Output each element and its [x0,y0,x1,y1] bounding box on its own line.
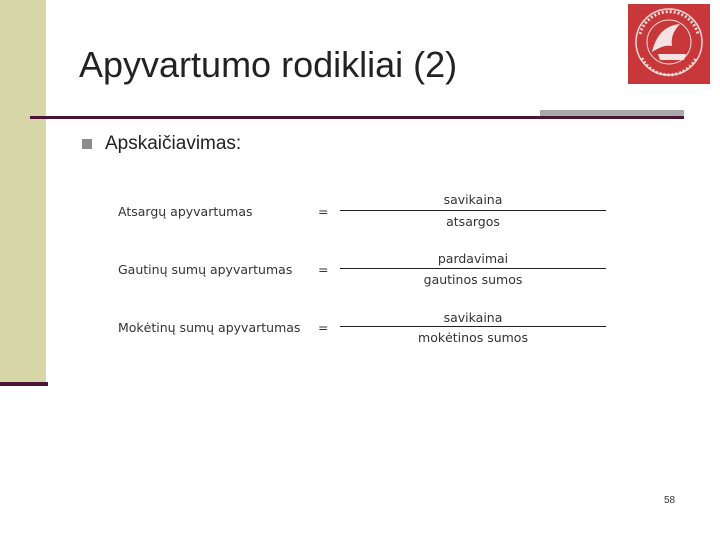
formula-equals: = [318,320,329,335]
fraction-line [340,326,606,327]
formula-denominator: gautinos sumos [423,272,523,287]
university-logo [628,4,710,84]
formula-row [0,192,720,236]
square-bullet-icon [82,139,92,149]
formula-numerator: savikaina [443,310,503,325]
formula-row [0,250,720,294]
title-underline [30,116,684,119]
fraction-line [340,268,606,269]
slide-title: Apyvartumo rodikliai (2) [79,44,458,85]
formula-label: Gautinų sumų apyvartumas [118,262,293,277]
formula-numerator: savikaina [443,192,503,207]
left-band-bottom-edge [0,382,48,386]
formula-label: Mokėtinų sumų apyvartumas [118,320,301,335]
formula-denominator: mokėtinos sumos [418,330,528,345]
formula-numerator: pardavimai [437,251,509,266]
formula-label: Atsargų apyvartumas [118,204,253,219]
university-seal-icon [628,4,710,84]
formula-equals: = [318,204,329,219]
bullet-item [82,133,241,155]
formula-row [0,308,720,352]
formula-denominator: atsargos [446,214,500,229]
bullet-text: Apskaičiavimas: [105,133,242,154]
fraction-line [340,210,606,211]
page-number: 58 [664,495,676,506]
formula-equals: = [318,262,329,277]
